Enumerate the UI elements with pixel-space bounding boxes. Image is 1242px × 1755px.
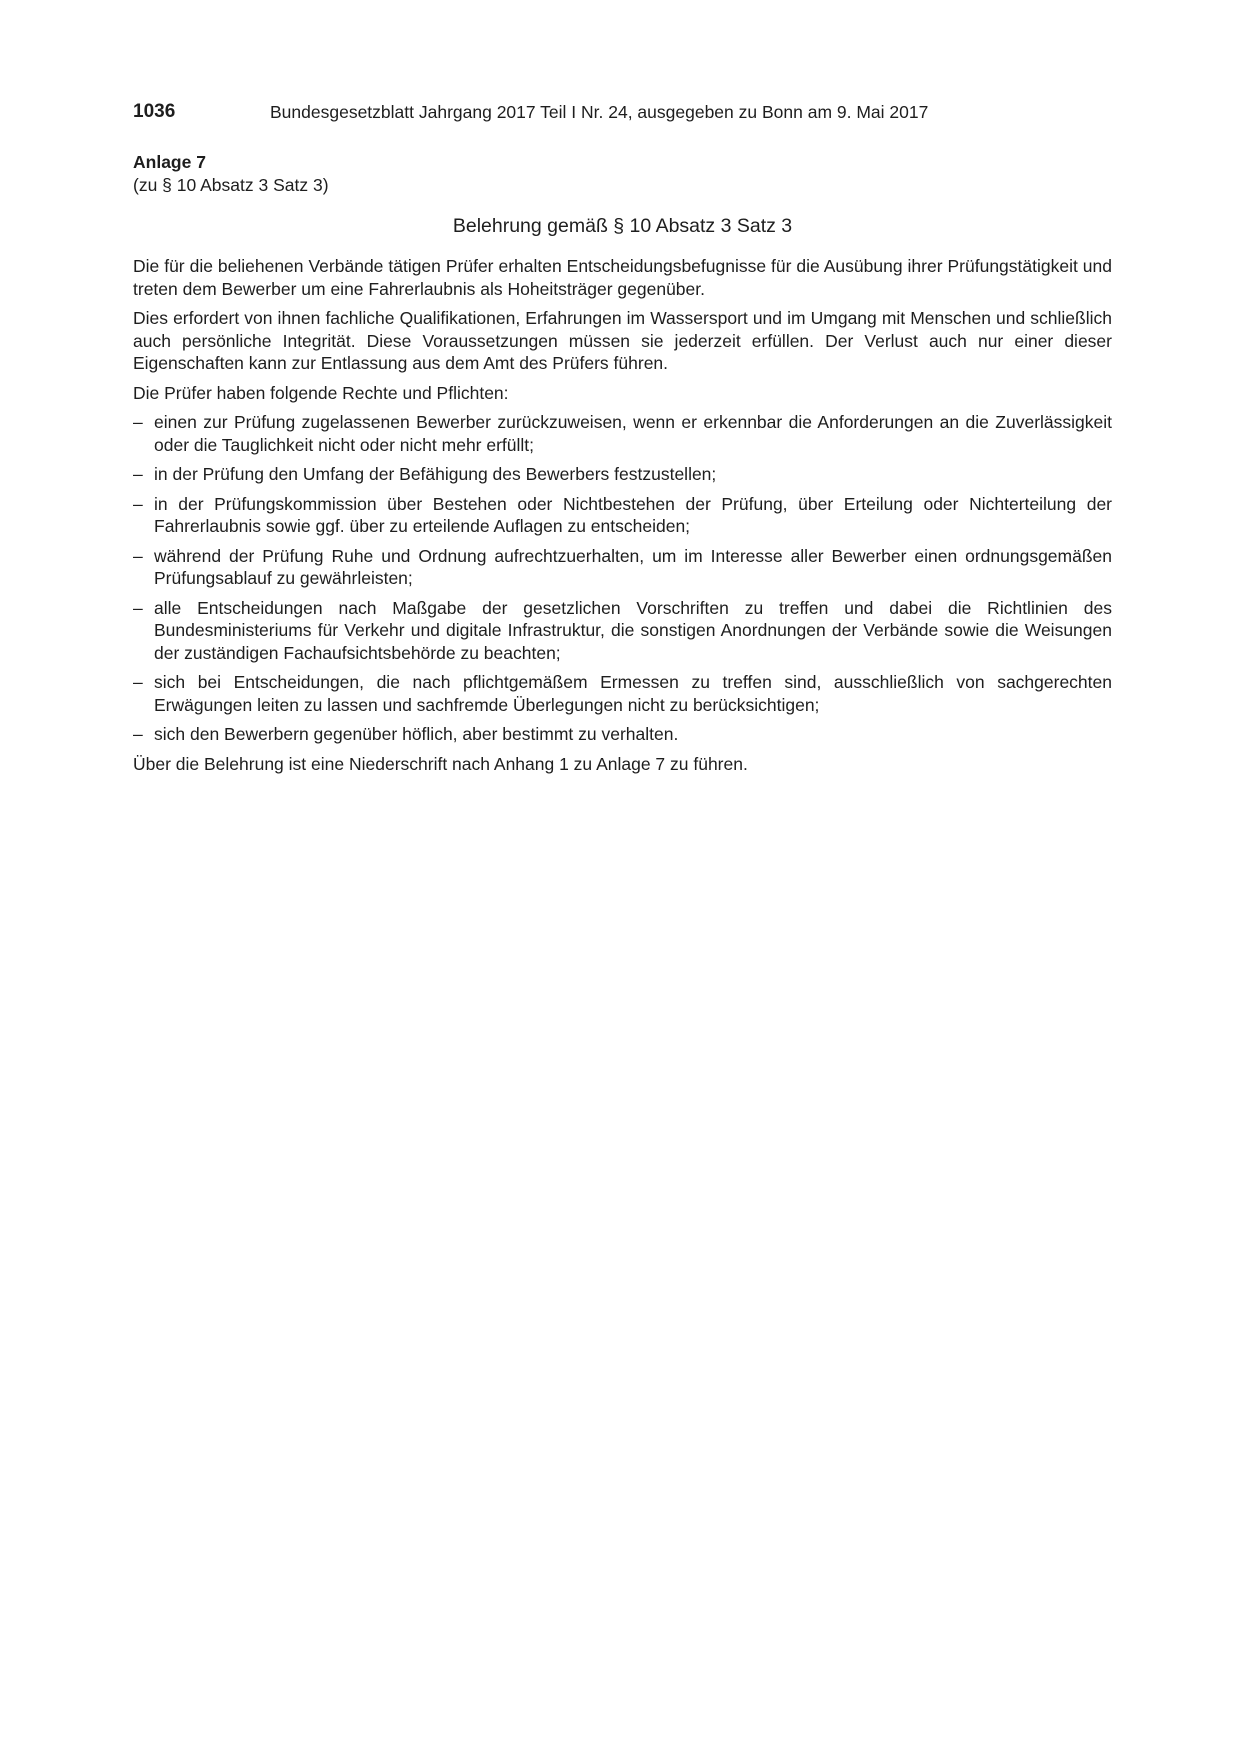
list-dash: – bbox=[133, 724, 143, 744]
list-dash: – bbox=[133, 464, 143, 484]
list-item bbox=[133, 411, 1112, 456]
annex-reference: (zu § 10 Absatz 3 Satz 3) bbox=[133, 174, 329, 195]
list-item bbox=[133, 723, 1112, 746]
list-dash: – bbox=[133, 672, 143, 692]
list-item-text: während der Prüfung Ruhe und Ordnung aufrechtzuerhalten, um im Interesse aller Bewerber einen ordnungsgemäßen Prüfungsablauf zu gewährleisten; bbox=[154, 545, 1112, 588]
list-dash: – bbox=[133, 545, 143, 566]
list-item-text: einen zur Prüfung zugelassenen Bewerber zurückzuweisen, wenn er erkennbar die Anforderungen an die Zuverlässigkeit oder die Tauglichkeit nicht oder nicht mehr erfüllt; bbox=[154, 412, 1112, 455]
list-item-text: in der Prüfung den Umfang der Befähigung des Bewerbers festzustellen; bbox=[154, 464, 717, 484]
paragraph-requirements: Dies erfordert von ihnen fachliche Qualifikationen, Erfahrungen im Wassersport und im Umgang mit Menschen und schließlich auch persönliche Integrität. Diese Voraussetzungen müssen sie jederzeit erfüllen. Der Verlust auch nur einer dieser Eigenschaften kann zur Entlassung aus dem Amt des Prüfers führen. bbox=[133, 308, 1112, 373]
list-item bbox=[133, 493, 1112, 538]
duties-list bbox=[133, 411, 1112, 746]
publication-title: Bundesgesetzblatt Jahrgang 2017 Teil I Nr. 24, ausgegeben zu Bonn am 9. Mai 2017 bbox=[270, 102, 929, 122]
list-item-text: sich bei Entscheidungen, die nach pflichtgemäßem Ermessen zu treffen sind, ausschließlich von sachgerechten Erwägungen leiten zu lassen und sachfremde Überlegungen nicht zu berücksichtigen; bbox=[154, 672, 1112, 715]
annex-title: Anlage 7 bbox=[133, 152, 206, 172]
page-number: 1036 bbox=[133, 101, 176, 122]
list-item bbox=[133, 545, 1112, 590]
list-dash: – bbox=[133, 597, 143, 618]
list-item-text: in der Prüfungskommission über Bestehen oder Nichtbestehen der Prüfung, über Erteilung oder Nichterteilung der Fahrerlaubnis sowie ggf. über zu erteilende Auflagen zu entscheiden; bbox=[154, 493, 1112, 536]
section-title: Belehrung gemäß § 10 Absatz 3 Satz 3 bbox=[452, 215, 793, 237]
list-dash: – bbox=[133, 493, 143, 514]
list-dash: – bbox=[133, 412, 143, 432]
document-body bbox=[133, 151, 1112, 782]
paragraph-duties-lead: Die Prüfer haben folgende Rechte und Pflichten: bbox=[133, 382, 509, 403]
list-item-text: sich den Bewerbern gegenüber höflich, aber bestimmt zu verhalten. bbox=[154, 724, 679, 744]
list-item bbox=[133, 597, 1112, 665]
list-item bbox=[133, 671, 1112, 716]
paragraph-closing: Über die Belehrung ist eine Niederschrift nach Anhang 1 zu Anlage 7 zu führen. bbox=[133, 753, 748, 774]
page-header bbox=[133, 100, 1113, 130]
list-item-text: alle Entscheidungen nach Maßgabe der gesetzlichen Vorschriften zu treffen und dabei die Richtlinien des Bundesministeriums für Verkehr und digitale Infrastruktur, die sonstigen Anordnungen der Verbände sowie die Weisungen der zuständigen Fachaufsichtsbehörde zu beachten; bbox=[154, 597, 1112, 663]
list-item bbox=[133, 463, 1112, 486]
paragraph-intro: Die für die beliehenen Verbände tätigen Prüfer erhalten Entscheidungsbefugnisse für die Ausübung ihrer Prüfungstätigkeit und treten dem Bewerber um eine Fahrerlaubnis als Hoheitsträger gegenüber. bbox=[133, 256, 1112, 299]
